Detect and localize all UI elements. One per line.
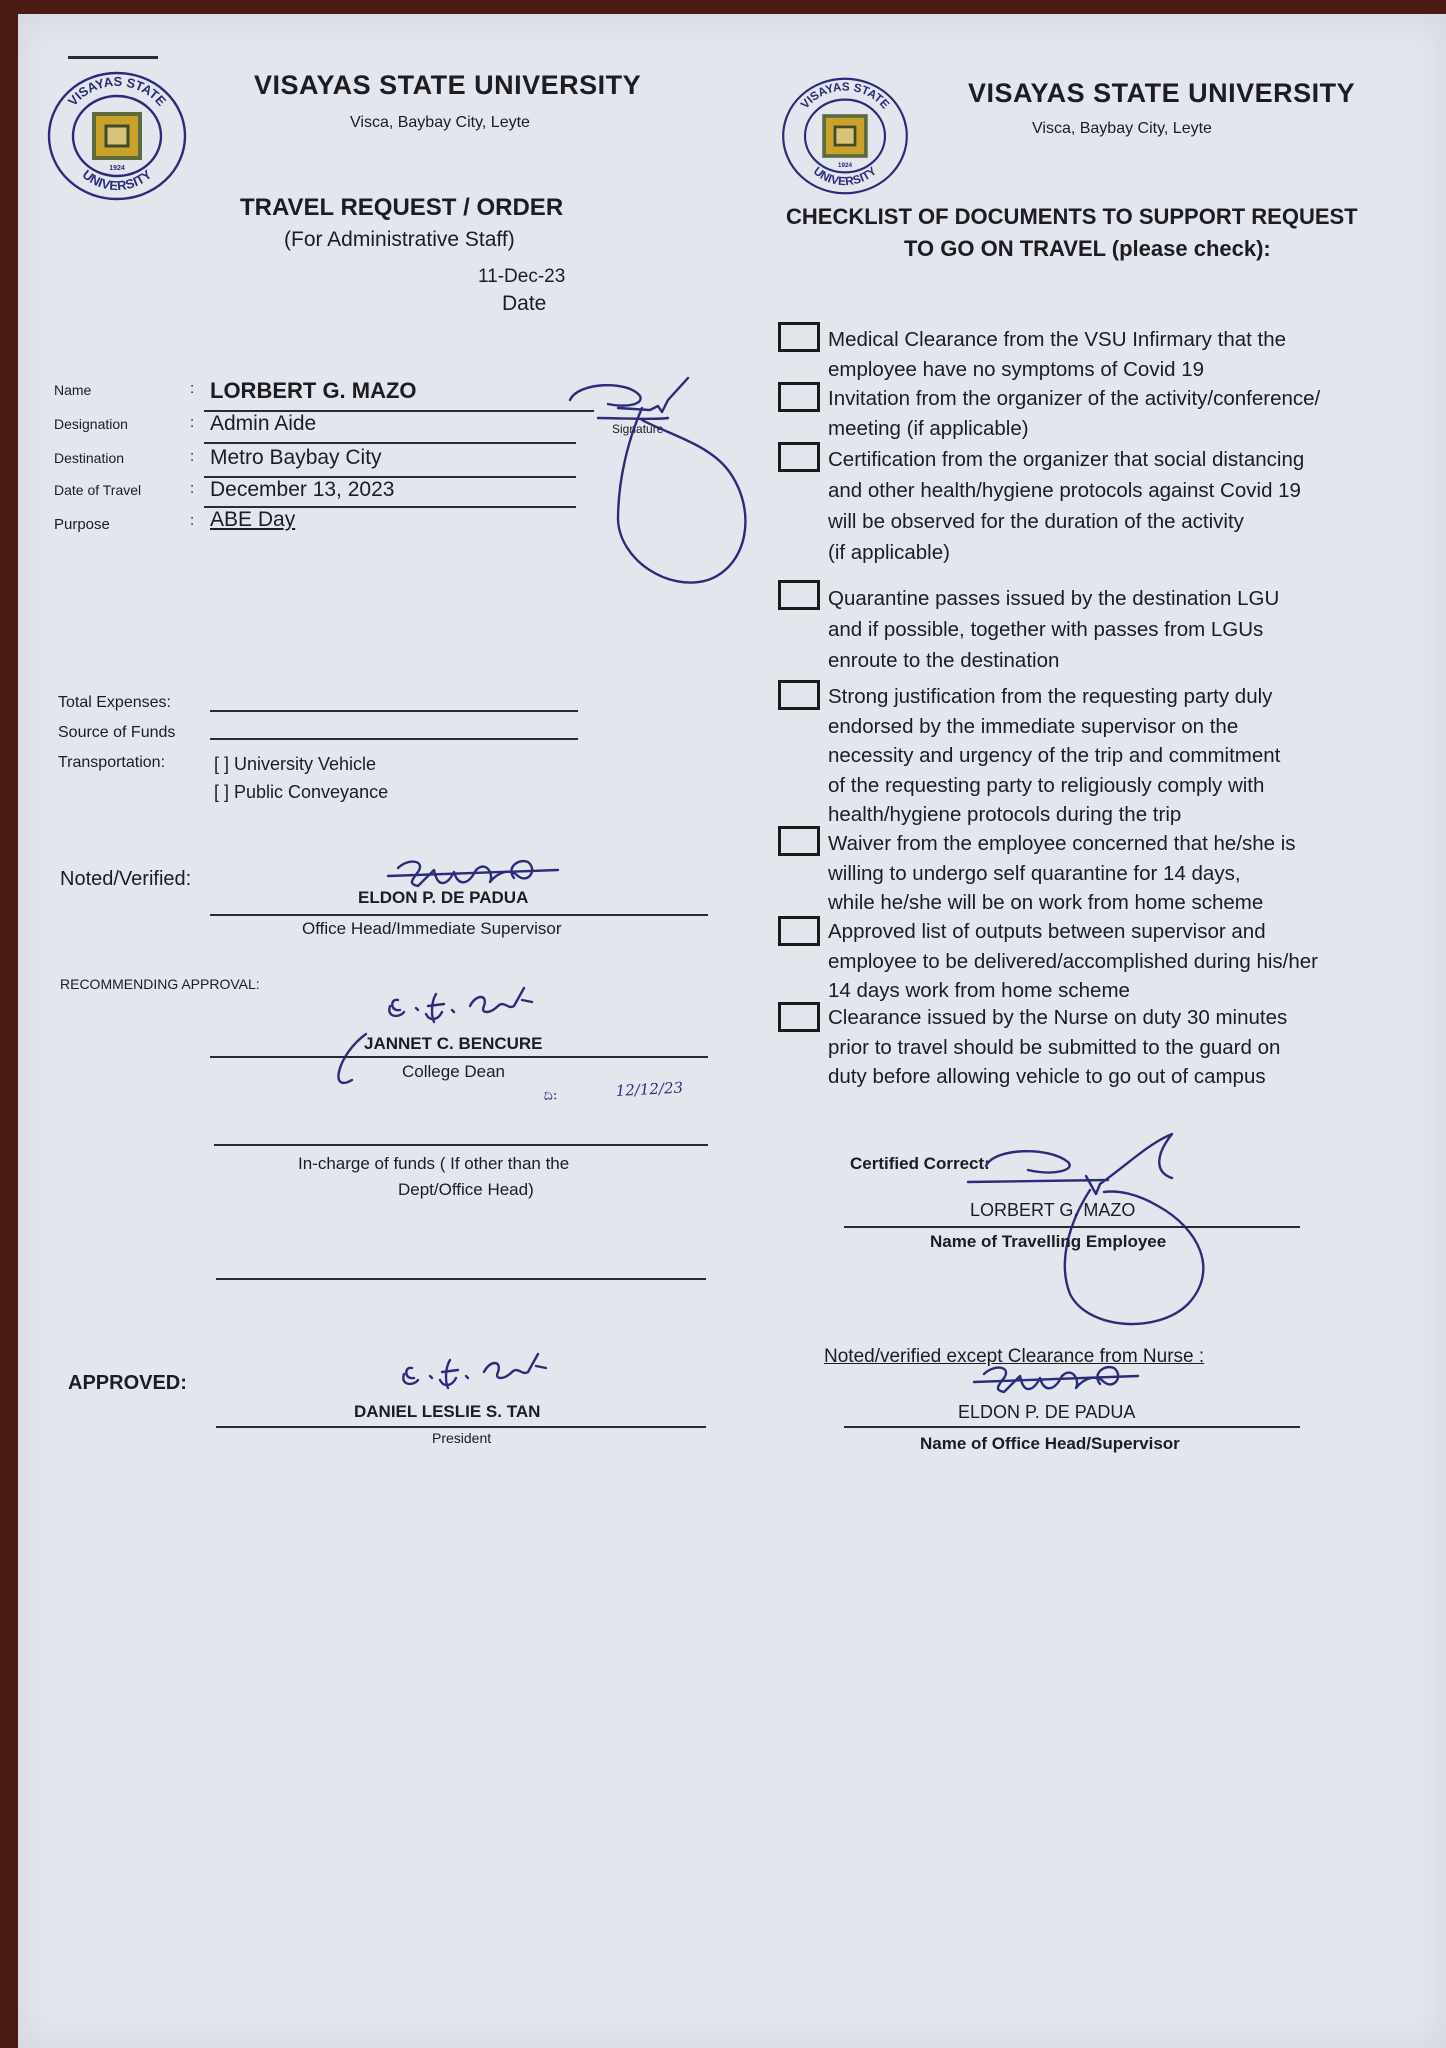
checklist-item-invitation: Invitation from the organizer of the activity/conference/ meeting (if applicable) xyxy=(828,387,1321,440)
checkbox-approved-outputs[interactable] xyxy=(778,916,820,946)
funds-title-2: Dept/Office Head) xyxy=(398,1180,534,1199)
head-signature-line xyxy=(844,1426,1300,1428)
svg-text:ದಿ:: ದಿ: xyxy=(543,1087,559,1104)
employee-signature xyxy=(958,1124,1258,1334)
seal-year: 1924 xyxy=(109,165,125,172)
purpose-colon: : xyxy=(190,512,195,529)
head-title: Name of Office Head/Supervisor xyxy=(920,1434,1180,1453)
checkbox-quarantine-passes[interactable] xyxy=(778,580,820,610)
designation-line xyxy=(204,442,576,444)
university-seal-logo-right xyxy=(780,76,910,196)
form-title: TRAVEL REQUEST / ORDER xyxy=(240,194,564,221)
employee-title: Name of Travelling Employee xyxy=(930,1232,1167,1251)
date-of-travel-colon: : xyxy=(190,480,195,497)
university-name-right: VISAYAS STATE UNIVERSITY xyxy=(968,78,1356,108)
svg-text:VISAYAS STATE xyxy=(65,74,170,109)
president-name: DANIEL LESLIE S. TAN xyxy=(354,1402,541,1421)
checkbox-strong-justification[interactable] xyxy=(778,680,820,710)
president-signature-line xyxy=(216,1426,706,1428)
checklist-item-certification: Certification from the organizer that social distancing and other health/hygiene protocols against Covid 19 will be observed for the duration of the activity (if applicable) xyxy=(828,448,1305,564)
checklist-item-waiver: Waiver from the employee concerned that he/she is willing to undergo self quarantine for 14 days, while he/she will be on work from home scheme xyxy=(828,832,1296,914)
dean-name: JANNET C. BENCURE xyxy=(364,1034,543,1053)
checkbox-certification[interactable] xyxy=(778,442,820,472)
approved-label: APPROVED: xyxy=(68,1372,187,1394)
university-address-right: Visca, Baybay City, Leyte xyxy=(1032,120,1212,137)
source-of-funds-line xyxy=(210,738,578,740)
checklist-title-2: TO GO ON TRAVEL (please check): xyxy=(904,236,1271,261)
university-name-left: VISAYAS STATE UNIVERSITY xyxy=(254,70,642,100)
checkbox-invitation[interactable] xyxy=(778,382,820,412)
dean-signature-line xyxy=(210,1056,708,1058)
name-value: LORBERT G. MAZO xyxy=(210,378,417,403)
svg-text:VISAYAS STATE xyxy=(798,79,893,111)
checkbox-medical-clearance[interactable] xyxy=(778,322,820,352)
certified-correct-label: Certified Correct: xyxy=(850,1154,990,1173)
university-seal-logo xyxy=(46,70,188,202)
checkbox-nurse-clearance[interactable] xyxy=(778,1002,820,1032)
transportation-label[interactable]: Transportation: xyxy=(58,754,166,771)
checklist-item-medical-clearance: Medical Clearance from the VSU Infirmary that the employee have no symptoms of Covid 19 xyxy=(828,328,1287,381)
total-expenses-label: Total Expenses: xyxy=(58,694,171,711)
form-subtitle: (For Administrative Staff) xyxy=(284,228,515,251)
president-title: President xyxy=(432,1430,492,1446)
corner-mark xyxy=(68,56,158,59)
checklist-item-quarantine-passes: Quarantine passes issued by the destination LGU and if possible, together with passes from LGUs enroute to the destination xyxy=(828,587,1280,672)
seal-bottom-text: UNIVERSITY xyxy=(79,166,155,194)
date-of-travel-label: Date of Travel xyxy=(54,482,142,498)
form-date-label: Date xyxy=(502,292,547,315)
recommending-approval-label: RECOMMENDING APPROVAL: xyxy=(60,976,260,992)
seal-year-right: 1924 xyxy=(837,161,853,169)
destination-value: Metro Baybay City xyxy=(210,446,382,469)
supervisor-name: ELDON P. DE PADUA xyxy=(358,888,529,907)
noted-except-label: Noted/verified except Clearance from Nurse : xyxy=(824,1346,1205,1367)
university-address-left: Visca, Baybay City, Leyte xyxy=(350,114,530,131)
blank-signature-line xyxy=(216,1278,706,1280)
checklist-item-approved-outputs: Approved list of outputs between supervisor and employee to be delivered/accomplished during his/her 14 days work from home scheme xyxy=(828,920,1319,1002)
document-page xyxy=(18,14,1446,2048)
dean-date: 12/12/23 xyxy=(615,1078,684,1100)
destination-label: Destination xyxy=(54,450,125,466)
signature-label: Signature xyxy=(612,422,664,436)
form-date: 11-Dec-23 xyxy=(478,266,566,287)
total-expenses-line xyxy=(210,710,578,712)
designation-label: Designation xyxy=(54,416,128,432)
noted-signature-line xyxy=(210,914,708,916)
option-university-vehicle[interactable]: [ ] University Vehicle xyxy=(214,754,377,774)
designation-colon: : xyxy=(190,414,195,431)
purpose-label: Purpose xyxy=(54,516,110,533)
dean-title: College Dean xyxy=(402,1062,506,1081)
purpose-value: ABE Day xyxy=(210,508,296,531)
date-of-travel-value: December 13, 2023 xyxy=(210,478,395,501)
checklist-item-strong-justification: Strong justification from the requesting party duly endorsed by the immediate supervisor on the necessity and urgency of the trip and commitment of the requesting party to religiously comply with health/hygiene protocols during the trip xyxy=(828,685,1281,826)
supervisor-title: Office Head/Immediate Supervisor xyxy=(302,919,562,938)
option-public-conveyance[interactable]: [ ] Public Conveyance xyxy=(214,782,389,802)
funds-title-1: In-charge of funds ( If other than the xyxy=(298,1154,570,1173)
head-signature xyxy=(968,1358,1148,1408)
designation-value: Admin Aide xyxy=(210,412,317,435)
name-colon: : xyxy=(190,380,195,397)
president-signature xyxy=(388,1344,588,1404)
noted-verified-label: Noted/Verified: xyxy=(60,868,192,890)
employee-name: LORBERT G. MAZO xyxy=(970,1200,1136,1220)
checklist-title-1: CHECKLIST OF DOCUMENTS TO SUPPORT REQUEST xyxy=(786,204,1358,229)
seal-top-text-right: VISAYAS STATE xyxy=(797,79,893,112)
head-name: ELDON P. DE PADUA xyxy=(958,1402,1136,1422)
destination-colon: : xyxy=(190,448,195,465)
checkbox-waiver[interactable] xyxy=(778,826,820,856)
checklist-item-nurse-clearance: Clearance issued by the Nurse on duty 30 minutes prior to travel should be submitted to the guard on duty before allowing vehicle to go out of campus xyxy=(828,1006,1288,1088)
funds-signature-line xyxy=(214,1144,708,1146)
seal-bottom-text-right: UNIVERSITY xyxy=(810,163,880,189)
employee-signature-line xyxy=(844,1226,1300,1228)
source-of-funds-label: Source of Funds xyxy=(58,724,176,741)
applicant-signature xyxy=(558,360,758,600)
name-label: Name xyxy=(54,382,92,398)
seal-top-text: VISAYAS STATE xyxy=(64,73,170,109)
